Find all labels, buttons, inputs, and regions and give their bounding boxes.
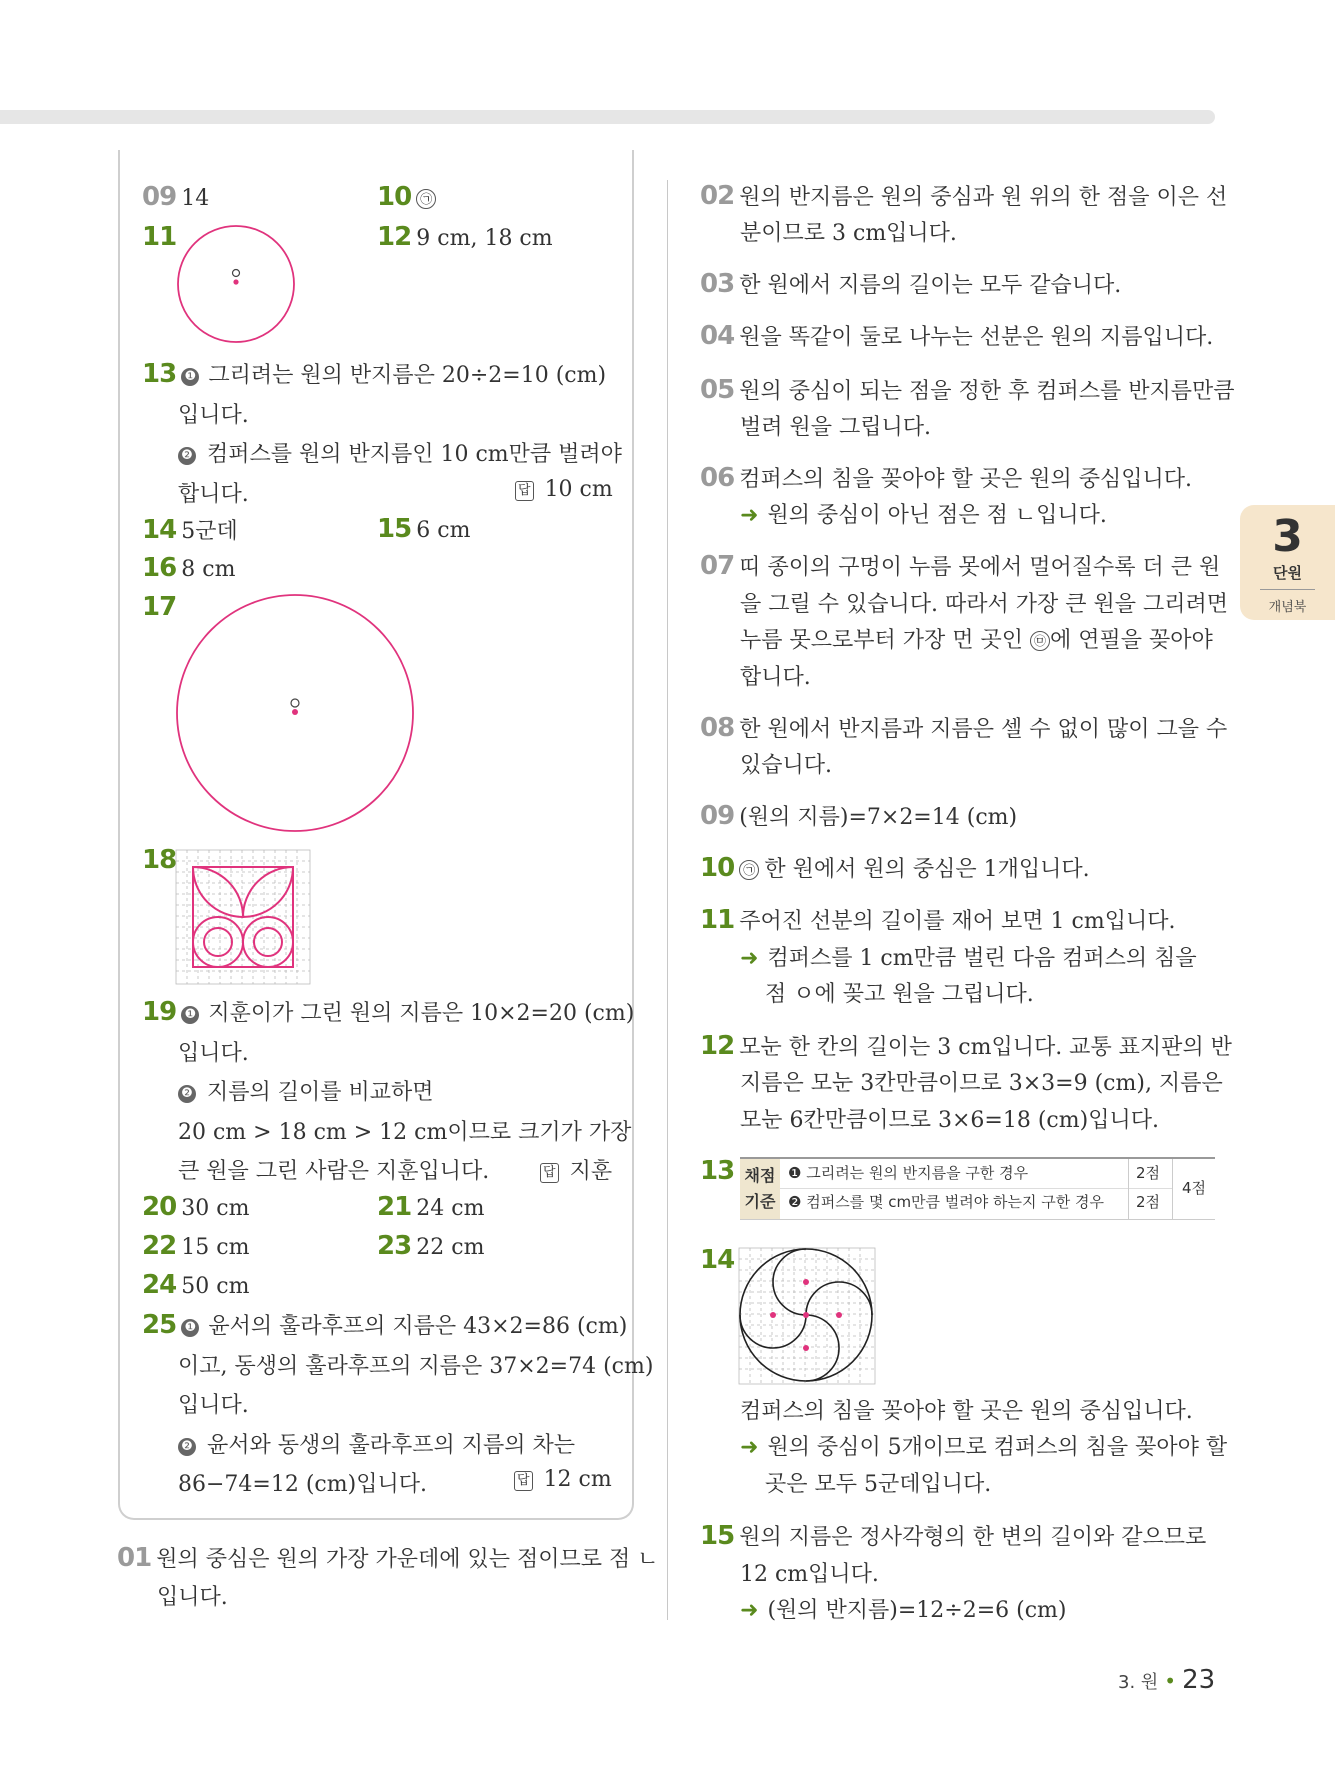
arrow-icon: ➜ xyxy=(740,1598,759,1623)
right-q10 xyxy=(700,852,1090,883)
question-number: 15 xyxy=(377,514,412,544)
line-text: 이고, 동생의 훌라후프의 지름은 37×2=74 (cm) xyxy=(178,1354,654,1379)
page-footer: 3. 원 • 23 xyxy=(1118,1665,1216,1695)
line-text: 컴퍼스를 1 cm만큼 벌린 다음 컴퍼스의 침을 xyxy=(767,946,1197,971)
right-q15 xyxy=(700,1520,1206,1551)
line-text: 컴퍼스를 원의 반지름인 10 cm만큼 벌려야 xyxy=(207,442,622,467)
criteria-row: ❷ 컴퍼스를 몇 cm만큼 벌려야 하는지 구한 경우 xyxy=(788,1193,1105,1211)
left-q25-step2 xyxy=(178,1428,575,1459)
question-number: 11 xyxy=(700,905,735,935)
question-number: 17 xyxy=(142,592,177,622)
right-q14-arrow-line xyxy=(740,1430,1227,1461)
criteria-points: 2점 xyxy=(1136,1193,1161,1211)
line-text: (원의 반지름)=12÷2=6 (cm) xyxy=(767,1598,1067,1623)
line-text: 지름의 길이를 비교하면 xyxy=(207,1080,434,1105)
left-q19-step2 xyxy=(178,1075,434,1106)
left-q23 xyxy=(377,1231,484,1261)
right-q14 xyxy=(700,1245,734,1275)
question-number: 02 xyxy=(700,181,735,211)
step-marker: ❷ xyxy=(178,1085,196,1103)
answer-text: 12 cm xyxy=(543,1467,612,1492)
line-text: 20 cm > 18 cm > 12 cm이므로 크기가 가장 xyxy=(178,1120,632,1145)
answer-text: 22 cm xyxy=(416,1235,485,1260)
line-text: 에 연필을 꽂아야 xyxy=(1050,628,1213,653)
left-q21 xyxy=(377,1192,484,1222)
scoring-label: 채점 기준 xyxy=(740,1159,780,1219)
question-number: 21 xyxy=(377,1192,412,1222)
question-number: 22 xyxy=(142,1231,177,1261)
left-q09 xyxy=(142,182,209,212)
line-text: 입니다. xyxy=(178,403,249,428)
left-q13 xyxy=(142,358,606,389)
right-q04 xyxy=(700,320,1213,351)
circle-figure-17 xyxy=(175,592,417,834)
line-text: 있습니다. xyxy=(740,753,833,778)
left-q13-answer xyxy=(515,477,613,502)
left-q11 xyxy=(142,222,176,252)
answer-label: 답 xyxy=(514,1471,533,1491)
line-text: 한 원에서 반지름과 지름은 셀 수 없이 많이 그을 수 xyxy=(739,717,1228,742)
right-q07-line3 xyxy=(740,623,1213,654)
question-number: 16 xyxy=(142,553,177,583)
column-divider xyxy=(667,180,668,1620)
criteria-total: 4점 xyxy=(1182,1179,1207,1197)
top-bar xyxy=(0,110,1215,124)
right-q03 xyxy=(700,268,1121,299)
left-q14 xyxy=(142,514,238,545)
left-q20 xyxy=(142,1192,249,1222)
line-text: 입니다. xyxy=(178,1393,249,1418)
answer-text: 9 cm, 18 cm xyxy=(416,226,553,251)
criteria-row: ❶ 그리려는 원의 반지름을 구한 경우 xyxy=(788,1164,1029,1182)
line-text: 벌려 원을 그립니다. xyxy=(740,415,931,440)
left-q18 xyxy=(142,845,176,875)
left-q10 xyxy=(377,182,436,212)
left-q17 xyxy=(142,592,176,622)
line-text: 원의 지름은 정사각형의 한 변의 길이와 같으므로 xyxy=(739,1525,1207,1550)
left-q15 xyxy=(377,514,470,544)
question-number: 09 xyxy=(700,801,735,831)
line-text: 한 원에서 원의 중심은 1개입니다. xyxy=(764,857,1090,882)
chapter-title: 3. 원 xyxy=(1118,1672,1159,1693)
question-number: 18 xyxy=(142,845,177,875)
question-number: 19 xyxy=(142,997,177,1027)
line-text: 을 그릴 수 있습니다. 따라서 가장 큰 원을 그리려면 xyxy=(740,592,1228,617)
question-number: 14 xyxy=(700,1245,735,1275)
page-number: 23 xyxy=(1182,1665,1216,1695)
chapter-number: 3 xyxy=(1272,511,1303,562)
answer-text: 50 cm xyxy=(181,1274,250,1299)
question-number: 11 xyxy=(142,222,177,252)
question-number: 10 xyxy=(377,182,412,212)
circle-figure-11 xyxy=(175,223,297,345)
line-text: 그리려는 원의 반지름은 20÷2=10 (cm) xyxy=(208,363,607,388)
circled-mark: ㉠ xyxy=(416,189,436,209)
question-number: 12 xyxy=(377,222,412,252)
right-q06-arrow-line xyxy=(740,498,1107,529)
step-marker: ❶ xyxy=(181,1319,199,1337)
left-q01 xyxy=(117,1542,659,1573)
question-number: 05 xyxy=(700,375,735,405)
right-q02 xyxy=(700,180,1227,211)
question-number: 24 xyxy=(142,1270,177,1300)
left-q19-answer xyxy=(540,1154,612,1185)
line-text: 윤서의 훌라후프의 지름은 43×2=86 (cm) xyxy=(208,1314,628,1339)
question-number: 10 xyxy=(700,853,735,883)
left-q24 xyxy=(142,1270,249,1300)
right-q05 xyxy=(700,374,1235,405)
question-number: 09 xyxy=(142,182,177,212)
answer-text: 6 cm xyxy=(416,518,471,543)
line-text: 원의 중심이 아닌 점은 점 ㄴ입니다. xyxy=(767,503,1107,528)
right-q11 xyxy=(700,904,1175,935)
line-text: 분이므로 3 cm입니다. xyxy=(740,221,957,246)
answer-text: 8 cm xyxy=(181,557,236,582)
left-q19 xyxy=(142,996,634,1027)
left-q25 xyxy=(142,1309,627,1340)
question-number: 13 xyxy=(142,359,177,389)
left-q22 xyxy=(142,1231,249,1261)
question-number: 12 xyxy=(700,1031,735,1061)
answer-label: 답 xyxy=(515,481,534,501)
line-text: 띠 종이의 구멍이 누름 못에서 멀어질수록 더 큰 원 xyxy=(739,555,1221,580)
line-text: 원의 중심이 되는 점을 정한 후 컴퍼스를 반지름만큼 xyxy=(739,379,1235,404)
chapter-unit-label: 단원 xyxy=(1273,564,1302,582)
step-marker: ❶ xyxy=(181,368,199,386)
answer-text: 14 xyxy=(181,186,210,211)
line-text: 86−74=12 (cm)입니다. xyxy=(178,1472,427,1497)
question-number: 06 xyxy=(700,463,735,493)
chapter-tab xyxy=(1240,505,1335,620)
line-text: 모눈 6칸만큼이므로 3×6=18 (cm)입니다. xyxy=(740,1108,1159,1133)
line-text: 원의 반지름은 원의 중심과 원 위의 한 점을 이은 선 xyxy=(739,185,1228,210)
arrow-icon: ➜ xyxy=(740,946,759,971)
left-q25-answer xyxy=(514,1467,612,1492)
line-text: 입니다. xyxy=(178,1041,249,1066)
right-q11-arrow-line xyxy=(740,941,1197,972)
answer-text: 24 cm xyxy=(416,1196,485,1221)
pattern-figure-14 xyxy=(739,1248,875,1384)
line-text: 큰 원을 그린 사람은 지훈입니다. xyxy=(178,1159,490,1184)
right-q06 xyxy=(700,462,1192,493)
question-number: 15 xyxy=(700,1521,735,1551)
question-number: 25 xyxy=(142,1310,177,1340)
answer-text: 15 cm xyxy=(181,1235,250,1260)
line-text: 지름은 모눈 3칸만큼이므로 3×3=9 (cm), 지름은 xyxy=(740,1071,1223,1096)
scoring-criteria-table xyxy=(740,1157,1215,1220)
answer-label: 답 xyxy=(540,1163,559,1183)
answer-text: 지훈 xyxy=(569,1159,613,1184)
answer-text: 10 cm xyxy=(544,477,613,502)
question-number: 04 xyxy=(700,321,735,351)
book-label: 개념북 xyxy=(1268,600,1307,615)
line-text: 입니다. xyxy=(157,1585,228,1610)
step-marker: ❷ xyxy=(178,447,196,465)
circled-mark: ㉠ xyxy=(739,860,759,880)
line-text: 컴퍼스의 침을 꽂아야 할 곳은 원의 중심입니다. xyxy=(740,1399,1193,1424)
arrow-icon: ➜ xyxy=(740,1435,759,1460)
line-text: 점 ㅇ에 꽂고 원을 그립니다. xyxy=(765,982,1034,1007)
line-text: 주어진 선분의 길이를 재어 보면 1 cm입니다. xyxy=(739,909,1176,934)
line-text: (원의 지름)=7×2=14 (cm) xyxy=(739,805,1018,830)
question-number: 20 xyxy=(142,1192,177,1222)
right-q09 xyxy=(700,800,1017,831)
line-text: 한 원에서 지름의 길이는 모두 같습니다. xyxy=(739,273,1122,298)
criteria-points: 2점 xyxy=(1136,1164,1161,1182)
step-marker: ❷ xyxy=(178,1438,196,1456)
left-q12 xyxy=(377,222,553,252)
question-number: 13 xyxy=(700,1156,735,1186)
line-text: 합니다. xyxy=(740,665,811,690)
arrow-icon: ➜ xyxy=(740,503,759,528)
question-number: 23 xyxy=(377,1231,412,1261)
line-text: 합니다. xyxy=(178,482,249,507)
question-number: 01 xyxy=(117,1543,152,1573)
line-text: 원의 중심이 5개이므로 컴퍼스의 침을 꽂아야 할 xyxy=(767,1435,1228,1460)
left-q13-step2 xyxy=(178,437,622,468)
line-text: 지훈이가 그린 원의 지름은 10×2=20 (cm) xyxy=(208,1001,635,1026)
pattern-figure-18 xyxy=(176,850,310,984)
line-text: 곳은 모두 5군데입니다. xyxy=(765,1472,992,1497)
left-q16 xyxy=(142,553,235,583)
line-text: 원을 똑같이 둘로 나누는 선분은 원의 지름입니다. xyxy=(739,325,1214,350)
right-q08 xyxy=(700,712,1227,743)
line-text: 12 cm입니다. xyxy=(740,1562,879,1587)
circled-mark: ㉤ xyxy=(1030,631,1050,651)
line-text: 윤서와 동생의 훌라후프의 지름의 차는 xyxy=(207,1433,576,1458)
line-text: 컴퍼스의 침을 꽂아야 할 곳은 원의 중심입니다. xyxy=(739,467,1193,492)
question-number: 14 xyxy=(142,515,177,545)
line-text: 모눈 한 칸의 길이는 3 cm입니다. 교통 표지판의 반 xyxy=(739,1035,1232,1060)
question-number: 07 xyxy=(700,551,735,581)
answer-text: 30 cm xyxy=(181,1196,250,1221)
line-text: 누름 못으로부터 가장 먼 곳인 xyxy=(740,628,1023,653)
line-text: 원의 중심은 원의 가장 가운데에 있는 점이므로 점 ㄴ xyxy=(156,1547,659,1572)
step-marker: ❶ xyxy=(181,1006,199,1024)
question-number: 08 xyxy=(700,713,735,743)
answer-text: 5군데 xyxy=(181,519,238,544)
question-number: 03 xyxy=(700,269,735,299)
right-q07 xyxy=(700,550,1220,581)
right-q13 xyxy=(700,1156,734,1186)
right-q15-arrow-line xyxy=(740,1593,1067,1624)
right-q12 xyxy=(700,1030,1232,1061)
